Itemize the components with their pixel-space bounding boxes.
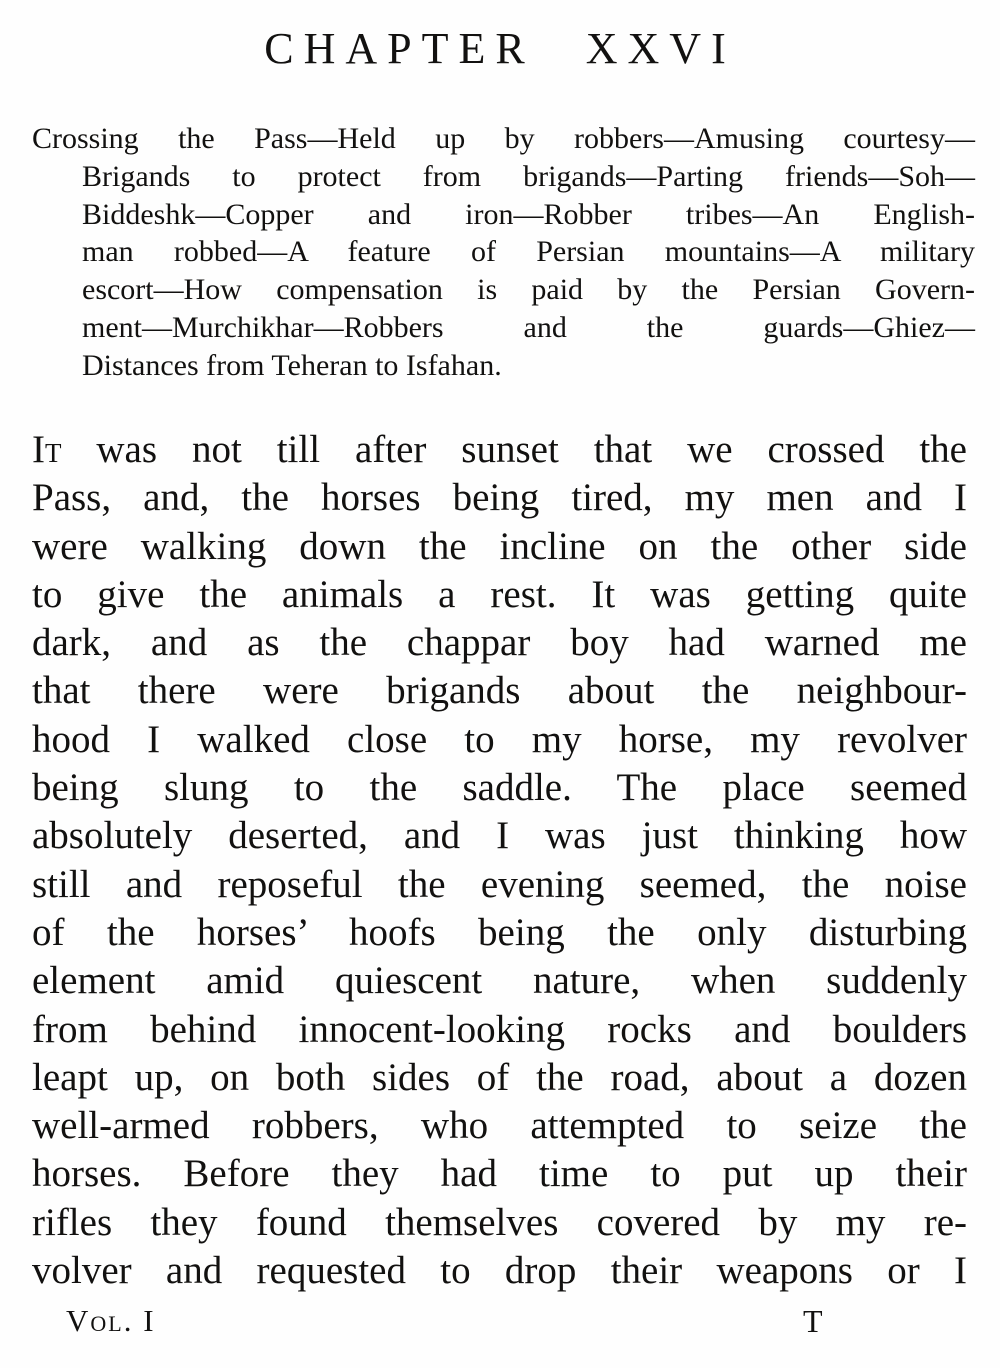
body-line: rifles they found themselves covered by my re- — [32, 1200, 967, 1244]
summary-line: man robbed—A feature of Persian mountains—A military — [82, 235, 975, 269]
body-line: leapt up, on both sides of the road, about a dozen — [32, 1055, 967, 1099]
body-line: still and reposeful the evening seemed, the noise — [32, 862, 967, 906]
body-line: from behind innocent-looking rocks and boulders — [32, 1007, 967, 1051]
body-line: Pass, and, the horses being tired, my men and I — [32, 476, 967, 520]
body-line: hood I walked close to my horse, my revolver — [32, 717, 967, 761]
body-line: well-armed robbers, who attempted to seize the — [32, 1104, 967, 1148]
body-line: of the horses’ hoofs being the only disturbing — [32, 910, 967, 954]
lead-word: It — [32, 428, 62, 471]
volume-label: Vol. I — [66, 1303, 156, 1338]
chapter-summary — [32, 120, 975, 385]
body-line: being slung to the saddle. The place seemed — [32, 766, 967, 810]
chapter-heading: CHAPTER XXVI — [264, 24, 736, 73]
body-line: were walking down the incline on the other side — [32, 524, 967, 568]
summary-line: Brigands to protect from brigands—Parting friends—Soh— — [82, 159, 975, 193]
summary-line: Biddeshk—Copper and iron—Robber tribes—An English- — [82, 197, 975, 231]
body-line: dark, and as the chappar boy had warned me — [32, 621, 967, 665]
body-line: absolutely deserted, and I was just thinking how — [32, 814, 967, 858]
catchword: T — [803, 1303, 823, 1339]
body-line: that there were brigands about the neighbour- — [32, 669, 967, 713]
summary-line: Crossing the Pass—Held up by robbers—Amusing courtesy— — [32, 122, 975, 155]
body-line: element amid quiescent nature, when suddenly — [32, 959, 967, 1003]
body-line — [32, 426, 967, 474]
body-paragraph — [32, 426, 967, 1295]
body-line-text: was not till after sunset that we crossed the — [61, 428, 967, 471]
summary-line: ment—Murchikhar—Robbers and the guards—Ghiez— — [82, 310, 975, 344]
summary-line: Distances from Teheran to Isfahan. — [82, 348, 502, 382]
summary-line: escort—How compensation is paid by the Persian Govern- — [82, 273, 975, 307]
body-line: to give the animals a rest. It was getting quite — [32, 572, 967, 616]
body-line: horses. Before they had time to put up their — [32, 1152, 967, 1196]
body-line: volver and requested to drop their weapons or I — [32, 1249, 967, 1293]
